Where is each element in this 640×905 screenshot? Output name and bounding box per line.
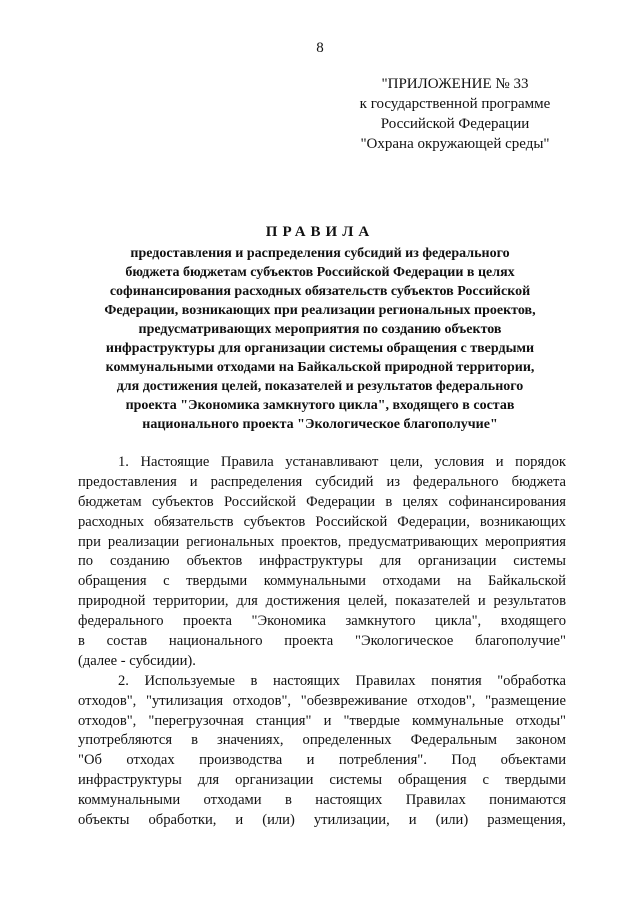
page-number: 8 [316,40,324,56]
body-word: отходами [382,573,441,590]
body-line [78,513,566,533]
body-word: мероприятия [485,533,566,550]
paragraph-2 [78,672,566,831]
body-word: производства [199,752,283,769]
body-line [78,791,566,811]
body-word: "обработка [497,672,566,689]
body-word: субъектов [243,513,306,530]
body-word: Правила [220,454,274,470]
body-word: объекты [78,812,130,829]
body-word: употребляются [78,732,173,749]
body-word: Настоящие [140,454,210,470]
body-word: (или) [435,812,469,829]
body-word: условия [434,454,485,470]
body-word: коммунальными [263,573,366,590]
document-body [78,453,566,831]
body-word: 2. [118,672,129,689]
body-word: отходов", [78,692,137,709]
body-word: законом [516,732,566,749]
body-word: целях [402,493,439,510]
body-word: Федерации, [397,513,470,530]
paragraph-1 [78,453,566,672]
body-word: (или) [262,812,295,829]
body-word: для [197,772,220,789]
body-word: порядок [515,454,566,470]
subtitle-line: проекта "Экономика замкнутого цикла", входящего в состав [125,398,515,413]
annex-header [330,74,580,154]
body-word: потребления". [338,752,427,769]
body-line [78,493,566,513]
body-word: понятия [431,672,482,689]
body-line [78,453,566,473]
body-word: Правилах [405,792,466,809]
annex-line: Российской Федерации [380,116,530,132]
body-word: "твердые [343,712,400,729]
body-word: входящего [500,613,566,630]
body-line [78,692,566,712]
body-word: проекта [284,633,334,650]
body-word: системы [329,772,383,789]
body-word: отходами [203,792,262,809]
body-word: расходных [78,513,145,530]
body-word: проектов, [281,533,342,550]
subtitle-line: софинансирования расходных обязательств субъектов Российской [109,284,531,299]
annex-line: "Охрана окружающей среды" [360,136,550,152]
body-word: обязательств [154,513,234,530]
body-word: отходов", [78,712,137,729]
subtitle-line: Федерации, возникающих при реализации региональных проектов, [104,303,536,318]
body-word: федерального [413,473,499,490]
subtitle-line: предоставления и распределения субсидий из федерального [130,246,510,261]
body-word: и [477,593,486,610]
body-line [78,771,566,791]
body-word: целей, [347,593,388,610]
annex-line: "ПРИЛОЖЕНИЕ № 33 [381,76,529,92]
body-word: объектов [186,553,243,570]
body-word: станция" [255,712,312,729]
body-word: в [284,792,292,809]
subtitle-line: бюджета бюджетам субъектов Российской Федерации в целях [125,265,515,280]
body-word: для [236,593,258,610]
subtitle-line: национального проекта "Экологическое благополучие" [142,417,498,432]
body-word: субсидий [315,473,374,490]
body-word: Правилах [355,672,416,689]
body-word: обращения [397,772,467,789]
body-word: софинансирования [448,493,566,510]
body-line [78,473,566,493]
body-word: Российской [223,493,296,510]
body-word: отходов", [232,692,292,709]
body-line [78,552,566,572]
body-word: "Экономика [251,613,327,630]
body-word: коммунальными [78,792,181,809]
body-word: определенных [302,732,392,749]
body-word: отходов", [417,692,476,709]
body-line [78,672,566,692]
body-word: бюджета [511,473,566,490]
body-word: "размещение [485,692,566,709]
body-word: на [457,573,472,590]
subtitle-line: коммунальными отходами на Байкальской природной территории, [105,360,535,375]
body-word: в [78,633,85,650]
body-word: предоставления [78,473,177,490]
body-word: реализации [107,533,180,550]
body-word: отходы" [515,712,566,729]
body-word: результатов [493,593,566,610]
body-word: благополучие" [475,633,566,650]
body-word: устанавливают [285,454,379,470]
body-line [78,652,566,672]
annex-line: к государственной программе [359,96,551,112]
body-word: размещения, [487,812,566,829]
body-word: обработки, [148,812,217,829]
body-line [78,811,566,831]
body-word: твердыми [186,573,248,590]
body-word: Федеральным [410,732,498,749]
body-word: обращения [78,573,147,590]
subtitle-line: предусматривающих мероприятия по созданию объектов [138,322,502,337]
body-line [78,731,566,751]
body-word: природной [78,593,146,610]
body-line [78,572,566,592]
subtitle-line: для достижения целей, показателей и результатов федерального [116,379,524,394]
body-word: 1. [118,454,129,470]
body-word: инфраструктуры [78,772,182,789]
body-line [78,612,566,632]
body-word: возникающих [479,513,566,530]
body-word: распределения [210,473,303,490]
body-word: и [189,473,198,490]
body-line [78,712,566,732]
body-word: цели, [389,454,423,470]
body-word: объектами [500,752,566,769]
body-text: (далее - субсидии). [78,652,196,669]
body-word: в [385,493,393,510]
body-line [78,632,566,652]
body-word: отходах [126,752,175,769]
body-word: территории, [153,593,229,610]
body-word: замкнутого [345,613,416,630]
body-word: показателей [395,593,471,610]
body-word: утилизации, [313,812,390,829]
body-word: по [78,553,94,570]
body-word: из [386,473,401,490]
body-line [78,751,566,771]
body-word: в [191,732,198,749]
body-word: проекта [183,613,233,630]
body-word: и [306,752,315,769]
body-word: организации [418,553,497,570]
document-subtitle [60,244,580,434]
body-word: с [482,772,489,789]
body-word: предусматривающих [348,533,479,550]
body-word: коммунальные [412,712,504,729]
body-word: твердыми [504,772,566,789]
body-word: "обезвреживание [300,692,408,709]
body-word: Российской [315,513,388,530]
body-line [78,592,566,612]
body-word: Байкальской [487,573,566,590]
body-word: созданию [109,553,170,570]
body-word: и [323,712,332,729]
body-word: понимаются [489,792,566,809]
body-word: системы [513,553,566,570]
body-word: для [379,553,402,570]
body-word: настоящих [272,672,340,689]
body-word: и [235,812,244,829]
body-word: и [495,454,504,470]
body-word: субъектов [151,493,214,510]
body-word: "утилизация [145,692,224,709]
body-word: значениях, [216,732,284,749]
body-word: федерального [78,613,164,630]
body-word: бюджетам [78,493,142,510]
body-word: состав [106,633,148,650]
body-word: национального [168,633,263,650]
body-word: с [163,573,170,590]
body-word: и [408,812,417,829]
body-word: "перегрузочная [148,712,244,729]
body-word: достижения [265,593,341,610]
body-word: при [78,533,101,550]
body-word: Под [451,752,477,769]
body-word: Используемые [144,672,235,689]
body-word: цикла", [435,613,482,630]
body-word: региональных [186,533,275,550]
document-title: ПРАВИЛА [265,224,375,240]
body-word: в [250,672,258,689]
body-word: настоящих [315,792,383,809]
body-word: "Об [78,752,102,769]
subtitle-line: инфраструктуры для организации системы обращения с твердыми [105,341,535,356]
body-word: организации [235,772,314,789]
body-line [78,533,566,553]
body-word: Федерации [306,493,376,510]
body-word: "Экологическое [354,633,454,650]
body-word: инфраструктуры [259,553,363,570]
